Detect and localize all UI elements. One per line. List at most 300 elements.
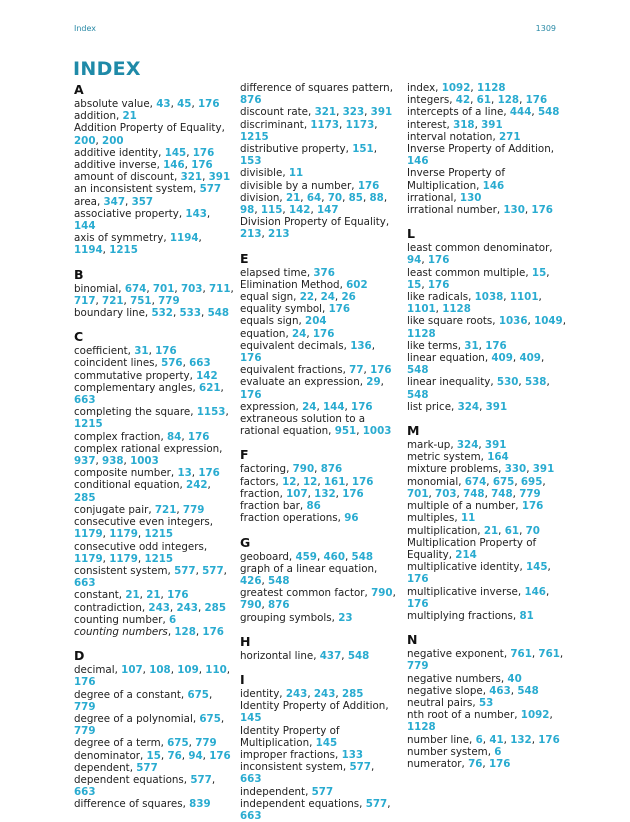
page-ref-link[interactable]: 703	[180, 282, 203, 295]
page-ref-link[interactable]: 876	[240, 94, 262, 107]
page-ref-link[interactable]: 391	[481, 118, 503, 131]
page-ref-link[interactable]: 761	[538, 648, 560, 661]
page-ref-link[interactable]: 146	[524, 585, 546, 598]
entry-term: counting numbers	[74, 625, 168, 638]
index-entry: greatest common factor, 790, 790, 876	[240, 587, 396, 612]
page-ref-link[interactable]: 164	[487, 451, 509, 464]
entry-term: multiplication	[407, 524, 478, 537]
page-ref-link[interactable]: 1215	[240, 130, 269, 143]
entry-term: equivalent fractions	[240, 364, 343, 377]
page-ref-link[interactable]: 176	[191, 159, 213, 172]
page-ref-link[interactable]: 21	[125, 589, 140, 602]
page-ref-link[interactable]: 675	[167, 737, 189, 750]
entry-term: mixture problems	[407, 463, 499, 476]
page-ref-link[interactable]: 1101	[407, 303, 436, 316]
page-ref-link[interactable]: 176	[312, 327, 335, 340]
page-ref-link[interactable]: 548	[517, 684, 539, 697]
page-ref-link[interactable]: 577	[136, 761, 158, 774]
entry-term: coefficient	[74, 345, 128, 358]
page-ref-link[interactable]: 548	[537, 106, 560, 119]
page-ref-link[interactable]: 23	[338, 611, 353, 624]
page-ref-link[interactable]: 790	[292, 463, 315, 476]
entry-term: dependent	[74, 761, 130, 774]
page-ref-link[interactable]: 204	[305, 315, 327, 328]
page-ref-link[interactable]: 577	[311, 785, 334, 798]
page-ref-link[interactable]: 130	[459, 191, 482, 204]
entry-term: neutral pairs	[407, 696, 473, 709]
page-ref-link[interactable]: 577	[174, 564, 196, 577]
page-ref-link[interactable]: 790	[240, 599, 262, 612]
page-ref-link[interactable]: 577	[199, 183, 222, 196]
page-ref-link[interactable]: 243	[285, 687, 308, 700]
page-ref-link[interactable]: 12	[302, 475, 318, 488]
page-ref-link[interactable]: 548	[351, 550, 374, 563]
page-ref-link[interactable]: 459	[295, 550, 317, 563]
index-entry: extraneous solution to a rational equation, 951, 1003	[240, 413, 392, 438]
page-ref-link[interactable]: 70	[327, 191, 343, 204]
index-entry: inconsistent system, 577, 663	[240, 761, 375, 786]
page-ref-link[interactable]: 176	[370, 364, 392, 377]
page-ref-link[interactable]: 243	[176, 601, 198, 614]
page-ref-link[interactable]: 6	[494, 745, 502, 758]
page-ref-link[interactable]: 133	[341, 748, 364, 761]
page-ref-link[interactable]: 108	[149, 664, 171, 677]
entry-term: multiplying fractions	[407, 609, 513, 622]
page-ref-link[interactable]: 426	[240, 574, 262, 587]
page-ref-link[interactable]: 1038	[474, 291, 504, 304]
page-ref-link[interactable]: 176	[240, 352, 262, 365]
page-ref-link[interactable]: 779	[519, 487, 541, 500]
entry-term: linear equation	[407, 352, 485, 365]
index-entry: consecutive odd integers, 1179, 1179, 1215	[74, 540, 208, 565]
page-ref-link[interactable]: 42	[455, 94, 471, 107]
page-ref-link[interactable]: 839	[189, 798, 211, 811]
page-ref-link[interactable]: 40	[507, 672, 522, 685]
page-ref-link[interactable]: 721	[102, 294, 124, 307]
page-ref-link[interactable]: 176	[521, 500, 544, 513]
page-ref-link[interactable]: 176	[525, 94, 548, 107]
page-ref-link[interactable]: 24	[302, 400, 317, 413]
page-ref-link[interactable]: 15	[146, 749, 161, 762]
page-ref-link[interactable]: 142	[196, 369, 218, 382]
page-ref-link[interactable]: 13	[177, 467, 192, 480]
page-ref-link[interactable]: 31	[464, 339, 479, 352]
page-ref-link[interactable]: 85	[348, 191, 363, 204]
page-ref-link[interactable]: 1092	[520, 709, 550, 722]
page-ref-link[interactable]: 176	[427, 278, 450, 291]
page-ref-link[interactable]: 548	[268, 574, 290, 587]
page-ref-link[interactable]: 77	[349, 364, 364, 377]
page-ref-link[interactable]: 937	[74, 455, 96, 468]
page-ref-link[interactable]: 602	[346, 278, 368, 291]
page-ref-link[interactable]: 176	[357, 179, 380, 192]
page-ref-link[interactable]: 1003	[362, 425, 392, 438]
page-ref-link[interactable]: 142	[288, 204, 311, 217]
page-ref-link[interactable]: 109	[177, 664, 199, 677]
page-ref-link[interactable]: 96	[344, 512, 359, 525]
page-ref-link[interactable]: 213	[240, 228, 262, 241]
index-entry: numerator, 76, 176	[407, 757, 511, 770]
page-ref-link[interactable]: 176	[488, 757, 511, 770]
page-ref-link[interactable]: 721	[154, 503, 177, 516]
index-entry: metric system, 164	[407, 451, 509, 464]
page-ref-link[interactable]: 330	[504, 463, 527, 476]
index-section	[74, 267, 234, 320]
page-ref-link[interactable]: 761	[510, 648, 532, 661]
entry-term: irrational number	[407, 204, 497, 217]
index-section	[74, 648, 234, 810]
page-ref-link[interactable]: 876	[268, 599, 290, 612]
page-ref-link[interactable]: 751	[130, 294, 152, 307]
page-ref-link[interactable]: 176	[202, 625, 224, 638]
index-entry: like radicals, 1038, 1101, 1101, 1128	[407, 291, 542, 316]
page-ref-link[interactable]: 1003	[130, 455, 159, 468]
page-ref-link[interactable]: 663	[240, 773, 262, 786]
page-ref-link[interactable]: 176	[328, 303, 351, 316]
page-ref-link[interactable]: 11	[288, 167, 304, 180]
page-ref-link[interactable]: 70	[525, 524, 540, 537]
page-ref-link[interactable]: 460	[323, 550, 345, 563]
page-ref-link[interactable]: 76	[167, 749, 182, 762]
page-ref-link[interactable]: 391	[208, 171, 231, 184]
entry-term: Identity Property of Multiplication	[240, 724, 340, 749]
page-ref-link[interactable]: 22	[299, 291, 315, 304]
entry-term: grouping symbols	[240, 611, 332, 624]
page-ref-link[interactable]: 176	[342, 487, 364, 500]
page-ref-link[interactable]: 675	[492, 475, 515, 488]
page-ref-link[interactable]: 176	[240, 388, 262, 401]
page-ref-link[interactable]: 533	[179, 307, 202, 320]
page-ref-link[interactable]: 463	[489, 684, 511, 697]
page-ref-link[interactable]: 577	[202, 564, 224, 577]
entry-term: Division Property of Equality	[240, 216, 386, 229]
page-ref-link[interactable]: 64	[306, 191, 322, 204]
page-ref-link[interactable]: 176	[187, 430, 210, 443]
page-ref-link[interactable]: 324	[456, 439, 479, 452]
page-ref-link[interactable]: 11	[460, 512, 476, 525]
page-ref-link[interactable]: 409	[519, 352, 541, 365]
page-ref-link[interactable]: 717	[74, 294, 96, 307]
page-ref-link[interactable]: 1101	[509, 291, 539, 304]
page-ref-link[interactable]: 1179	[109, 552, 138, 565]
page-ref-link[interactable]: 321	[180, 171, 203, 184]
index-entry: interval notation, 271	[407, 130, 521, 143]
page-ref-link[interactable]: 214	[455, 548, 477, 561]
page-ref-link[interactable]: 530	[496, 376, 519, 389]
index-column-3	[407, 82, 567, 770]
page-ref-link[interactable]: 26	[341, 291, 356, 304]
entry-term: discount rate	[240, 106, 309, 119]
index-entry: equivalent fractions, 77, 176	[240, 364, 392, 377]
page-ref-link[interactable]: 130	[503, 204, 525, 217]
page-ref-link[interactable]: 876	[320, 463, 343, 476]
entry-term: addition	[74, 110, 116, 123]
entry-term: axis of symmetry	[74, 232, 164, 245]
page-ref-link[interactable]: 748	[491, 487, 513, 500]
page-ref-link[interactable]: 1153	[196, 406, 226, 419]
page-ref-link[interactable]: 176	[485, 339, 507, 352]
page-ref-link[interactable]: 951	[334, 425, 357, 438]
page-ref-link[interactable]: 21	[146, 589, 161, 602]
page-ref-link[interactable]: 1179	[74, 552, 103, 565]
page-ref-link[interactable]: 94	[407, 254, 422, 267]
page-ref-link[interactable]: 176	[74, 676, 96, 689]
page-ref-link[interactable]: 1215	[74, 418, 103, 431]
index-entry: negative numbers, 40	[407, 672, 522, 685]
page-ref-link[interactable]: 110	[205, 664, 227, 677]
page-ref-link[interactable]: 15	[407, 278, 422, 291]
page-ref-link[interactable]: 779	[195, 737, 217, 750]
page-ref-link[interactable]: 176	[531, 204, 553, 217]
index-section	[240, 447, 398, 524]
page-ref-link[interactable]: 1179	[74, 528, 103, 541]
index-entry: independent equations, 577, 663	[240, 797, 391, 822]
page-ref-link[interactable]: 144	[74, 220, 96, 233]
page-ref-link[interactable]: 1173	[310, 118, 340, 131]
entry-term: counting number	[74, 613, 163, 626]
index-entry: decimal, 107, 108, 109, 110, 176	[74, 664, 231, 689]
page-ref-link[interactable]: 24	[291, 327, 307, 340]
page-ref-link[interactable]: 94	[188, 749, 203, 762]
page-ref-link[interactable]: 748	[463, 487, 485, 500]
page-ref-link[interactable]: 132	[510, 733, 532, 746]
page-ref-link[interactable]: 347	[103, 195, 126, 208]
page-ref-link[interactable]: 1173	[345, 118, 375, 131]
page-ref-link[interactable]: 779	[74, 700, 96, 713]
page-ref-link[interactable]: 1215	[144, 528, 174, 541]
page-ref-link[interactable]: 285	[74, 491, 96, 504]
page-ref-link[interactable]: 41	[489, 733, 504, 746]
page-ref-link[interactable]: 107	[286, 487, 308, 500]
page-ref-link[interactable]: 84	[167, 430, 182, 443]
page-ref-link[interactable]: 548	[407, 388, 429, 401]
index-entry: list price, 324, 391	[407, 400, 508, 413]
index-entry: discriminant, 1173, 1173, 1215	[240, 118, 378, 143]
entry-term: number system	[407, 745, 488, 758]
page-ref-link[interactable]: 146	[482, 179, 505, 192]
page-ref-link[interactable]: 146	[163, 159, 185, 172]
page-ref-link[interactable]: 200	[102, 134, 124, 147]
page-ref-link[interactable]: 548	[347, 649, 370, 662]
page-ref-link[interactable]: 61	[504, 524, 520, 537]
page-ref-link[interactable]: 376	[313, 266, 335, 279]
entry-term: multiple of a number	[407, 500, 516, 513]
page-ref-link[interactable]: 6	[168, 613, 177, 626]
entry-term: fraction bar	[240, 500, 300, 513]
page-ref-link[interactable]: 663	[189, 357, 211, 370]
page-ref-link[interactable]: 145	[164, 146, 187, 159]
page-ref-link[interactable]: 1215	[144, 552, 174, 565]
page-ref-link[interactable]: 1179	[109, 528, 138, 541]
page-ref-link[interactable]: 24	[320, 291, 335, 304]
page-ref-link[interactable]: 115	[260, 204, 283, 217]
page-ref-link[interactable]: 43	[156, 98, 171, 110]
index-entry: difference of squares pattern, 876	[240, 82, 393, 107]
page-ref-link[interactable]: 391	[370, 106, 393, 119]
index-entry: consecutive even integers, 1179, 1179, 1215	[74, 516, 214, 541]
page-ref-link[interactable]: 711	[208, 282, 231, 295]
page-ref-link[interactable]: 145	[525, 561, 548, 574]
page-ref-link[interactable]: 128	[497, 94, 520, 107]
page-ref-link[interactable]: 151	[352, 143, 374, 156]
page-ref-link[interactable]: 324	[457, 400, 480, 413]
page-ref-link[interactable]: 21	[122, 110, 137, 123]
page-ref-link[interactable]: 213	[268, 228, 290, 241]
page-ref-link[interactable]: 701	[407, 487, 429, 500]
entry-term: multiplicative identity	[407, 561, 520, 574]
page-ref-link[interactable]: 318	[453, 118, 475, 131]
page-ref-link[interactable]: 321	[314, 106, 337, 119]
page-ref-link[interactable]: 663	[74, 394, 96, 407]
index-entry: additive identity, 145, 176	[74, 146, 215, 159]
page-ref-link[interactable]: 45	[177, 98, 192, 110]
page-ref-link[interactable]: 145	[315, 736, 338, 749]
page-ref-link[interactable]: 146	[407, 155, 429, 168]
entry-term: degree of a constant	[74, 688, 181, 701]
page-ref-link[interactable]: 675	[187, 688, 209, 701]
page-ref-link[interactable]: 1194	[169, 232, 199, 245]
page-ref-link[interactable]: 695	[520, 475, 543, 488]
page-ref-link[interactable]: 663	[74, 786, 96, 799]
page-ref-link[interactable]: 21	[483, 524, 499, 537]
page-ref-link[interactable]: 409	[491, 352, 513, 365]
page-ref-link[interactable]: 577	[365, 797, 388, 810]
page-ref-link[interactable]: 29	[366, 376, 381, 389]
page-ref-link[interactable]: 161	[323, 475, 346, 488]
page-ref-link[interactable]: 147	[316, 204, 339, 217]
page-ref-link[interactable]: 12	[282, 475, 297, 488]
page-ref-link[interactable]: 674	[124, 282, 147, 295]
page-ref-link[interactable]: 243	[313, 687, 336, 700]
index-entry: linear equation, 409, 409, 548	[407, 352, 545, 377]
page-ref-link[interactable]: 1049	[534, 315, 563, 328]
page-ref-link[interactable]: 391	[484, 439, 507, 452]
page-ref-link[interactable]: 444	[509, 106, 532, 119]
page-ref-link[interactable]: 145	[240, 712, 262, 725]
page-ref-link[interactable]: 176	[427, 254, 450, 267]
page-ref-link[interactable]: 132	[314, 487, 336, 500]
entry-term: complex rational expression	[74, 442, 220, 455]
entry-term: inconsistent system	[240, 761, 343, 774]
page-ref-link[interactable]: 675	[199, 712, 221, 725]
page-ref-link[interactable]: 98	[240, 204, 255, 217]
entry-term: conjugate pair	[74, 503, 149, 516]
page-ref-link[interactable]: 76	[468, 757, 483, 770]
page-ref-link[interactable]: 532	[151, 307, 173, 320]
page-ref-link[interactable]: 243	[148, 601, 170, 614]
entry-term: number line	[407, 733, 470, 746]
page-ref-link[interactable]: 790	[371, 587, 393, 600]
entry-term: factors	[240, 475, 276, 488]
page-ref-link[interactable]: 21	[285, 191, 301, 204]
page-ref-link[interactable]: 144	[322, 400, 345, 413]
page-ref-link[interactable]: 176	[167, 589, 189, 602]
page-ref-link[interactable]: 86	[306, 500, 321, 513]
page-ref-link[interactable]: 1036	[498, 315, 528, 328]
page-ref-link[interactable]: 81	[519, 609, 534, 622]
page-ref-link[interactable]: 31	[134, 345, 149, 358]
page-ref-link[interactable]: 53	[478, 696, 494, 709]
entry-term: horizontal line	[240, 649, 314, 662]
page-ref-link[interactable]: 779	[158, 294, 180, 307]
page-ref-link[interactable]: 779	[407, 660, 429, 673]
page-ref-link[interactable]: 938	[102, 455, 124, 468]
page-ref-link[interactable]: 6	[475, 733, 483, 746]
page-ref-link[interactable]: 176	[155, 345, 177, 358]
page-ref-link[interactable]: 136	[350, 339, 372, 352]
page-ref-link[interactable]: 577	[190, 773, 212, 786]
page-ref-link[interactable]: 285	[341, 687, 364, 700]
entry-term: associative property	[74, 207, 179, 220]
page-ref-link[interactable]: 779	[182, 503, 205, 516]
page-ref-link[interactable]: 1194	[74, 244, 103, 257]
page-ref-link[interactable]: 176	[192, 146, 215, 159]
index-entry: independent, 577	[240, 785, 334, 798]
page-ref-link[interactable]: 176	[407, 573, 429, 586]
page-ref-link[interactable]: 1128	[407, 327, 436, 340]
page-ref-link[interactable]: 128	[174, 625, 196, 638]
page-ref-link[interactable]: 176	[198, 467, 220, 480]
page-ref-link[interactable]: 663	[74, 577, 96, 590]
page-ref-link[interactable]: 323	[342, 106, 365, 119]
page-ref-link[interactable]: 176	[198, 98, 220, 110]
index-section	[407, 226, 567, 413]
page-ref-link[interactable]: 200	[74, 134, 96, 147]
page-ref-link[interactable]: 242	[186, 479, 208, 492]
page-ref-link[interactable]: 621	[199, 381, 221, 394]
index-entry: elapsed time, 376	[240, 266, 335, 279]
page-ref-link[interactable]: 357	[131, 195, 154, 208]
page-ref-link[interactable]: 577	[349, 761, 371, 774]
page-ref-link[interactable]: 1128	[442, 303, 471, 316]
page-ref-link[interactable]: 15	[531, 266, 547, 279]
page-ref-link[interactable]: 538	[524, 376, 547, 389]
page-ref-link[interactable]: 703	[435, 487, 457, 500]
index-entry: irrational number, 130, 176	[407, 204, 553, 217]
page-ref-link[interactable]: 391	[532, 463, 555, 476]
page-ref-link[interactable]: 391	[485, 400, 508, 413]
page-ref-link[interactable]: 576	[161, 357, 183, 370]
page-ref-link[interactable]: 285	[204, 601, 226, 614]
page-ref-link[interactable]: 1092	[441, 82, 471, 94]
page-ref-link[interactable]: 1215	[109, 244, 138, 257]
page-ref-link[interactable]: 548	[207, 307, 230, 320]
page-ref-link[interactable]: 176	[209, 749, 231, 762]
page-ref-link[interactable]: 88	[369, 191, 384, 204]
page-ref-link[interactable]: 153	[240, 155, 262, 168]
index-entry: monomial, 674, 675, 695, 701, 703, 748, 748, 779	[407, 475, 546, 500]
page-ref-link[interactable]: 107	[121, 664, 143, 677]
page-ref-link[interactable]: 1128	[476, 82, 506, 94]
page-ref-link[interactable]: 176	[407, 597, 429, 610]
page-ref-link[interactable]: 674	[464, 475, 487, 488]
page-ref-link[interactable]: 779	[74, 725, 96, 738]
page-ref-link[interactable]: 271	[498, 130, 521, 143]
page-ref-link[interactable]: 663	[240, 809, 262, 822]
entry-term: difference of squares	[74, 798, 183, 811]
page-ref-link[interactable]: 176	[538, 733, 560, 746]
page-ref-link[interactable]: 176	[351, 475, 374, 488]
page-ref-link[interactable]: 437	[319, 649, 342, 662]
page-ref-link[interactable]: 143	[185, 207, 207, 220]
page-ref-link[interactable]: 61	[476, 94, 492, 107]
page-ref-link[interactable]: 176	[351, 400, 373, 413]
page-ref-link[interactable]: 701	[152, 282, 175, 295]
index-section	[240, 82, 398, 241]
entry-term: negative exponent	[407, 648, 504, 661]
page-ref-link[interactable]: 548	[407, 364, 429, 377]
page-ref-link[interactable]: 1128	[407, 721, 436, 734]
